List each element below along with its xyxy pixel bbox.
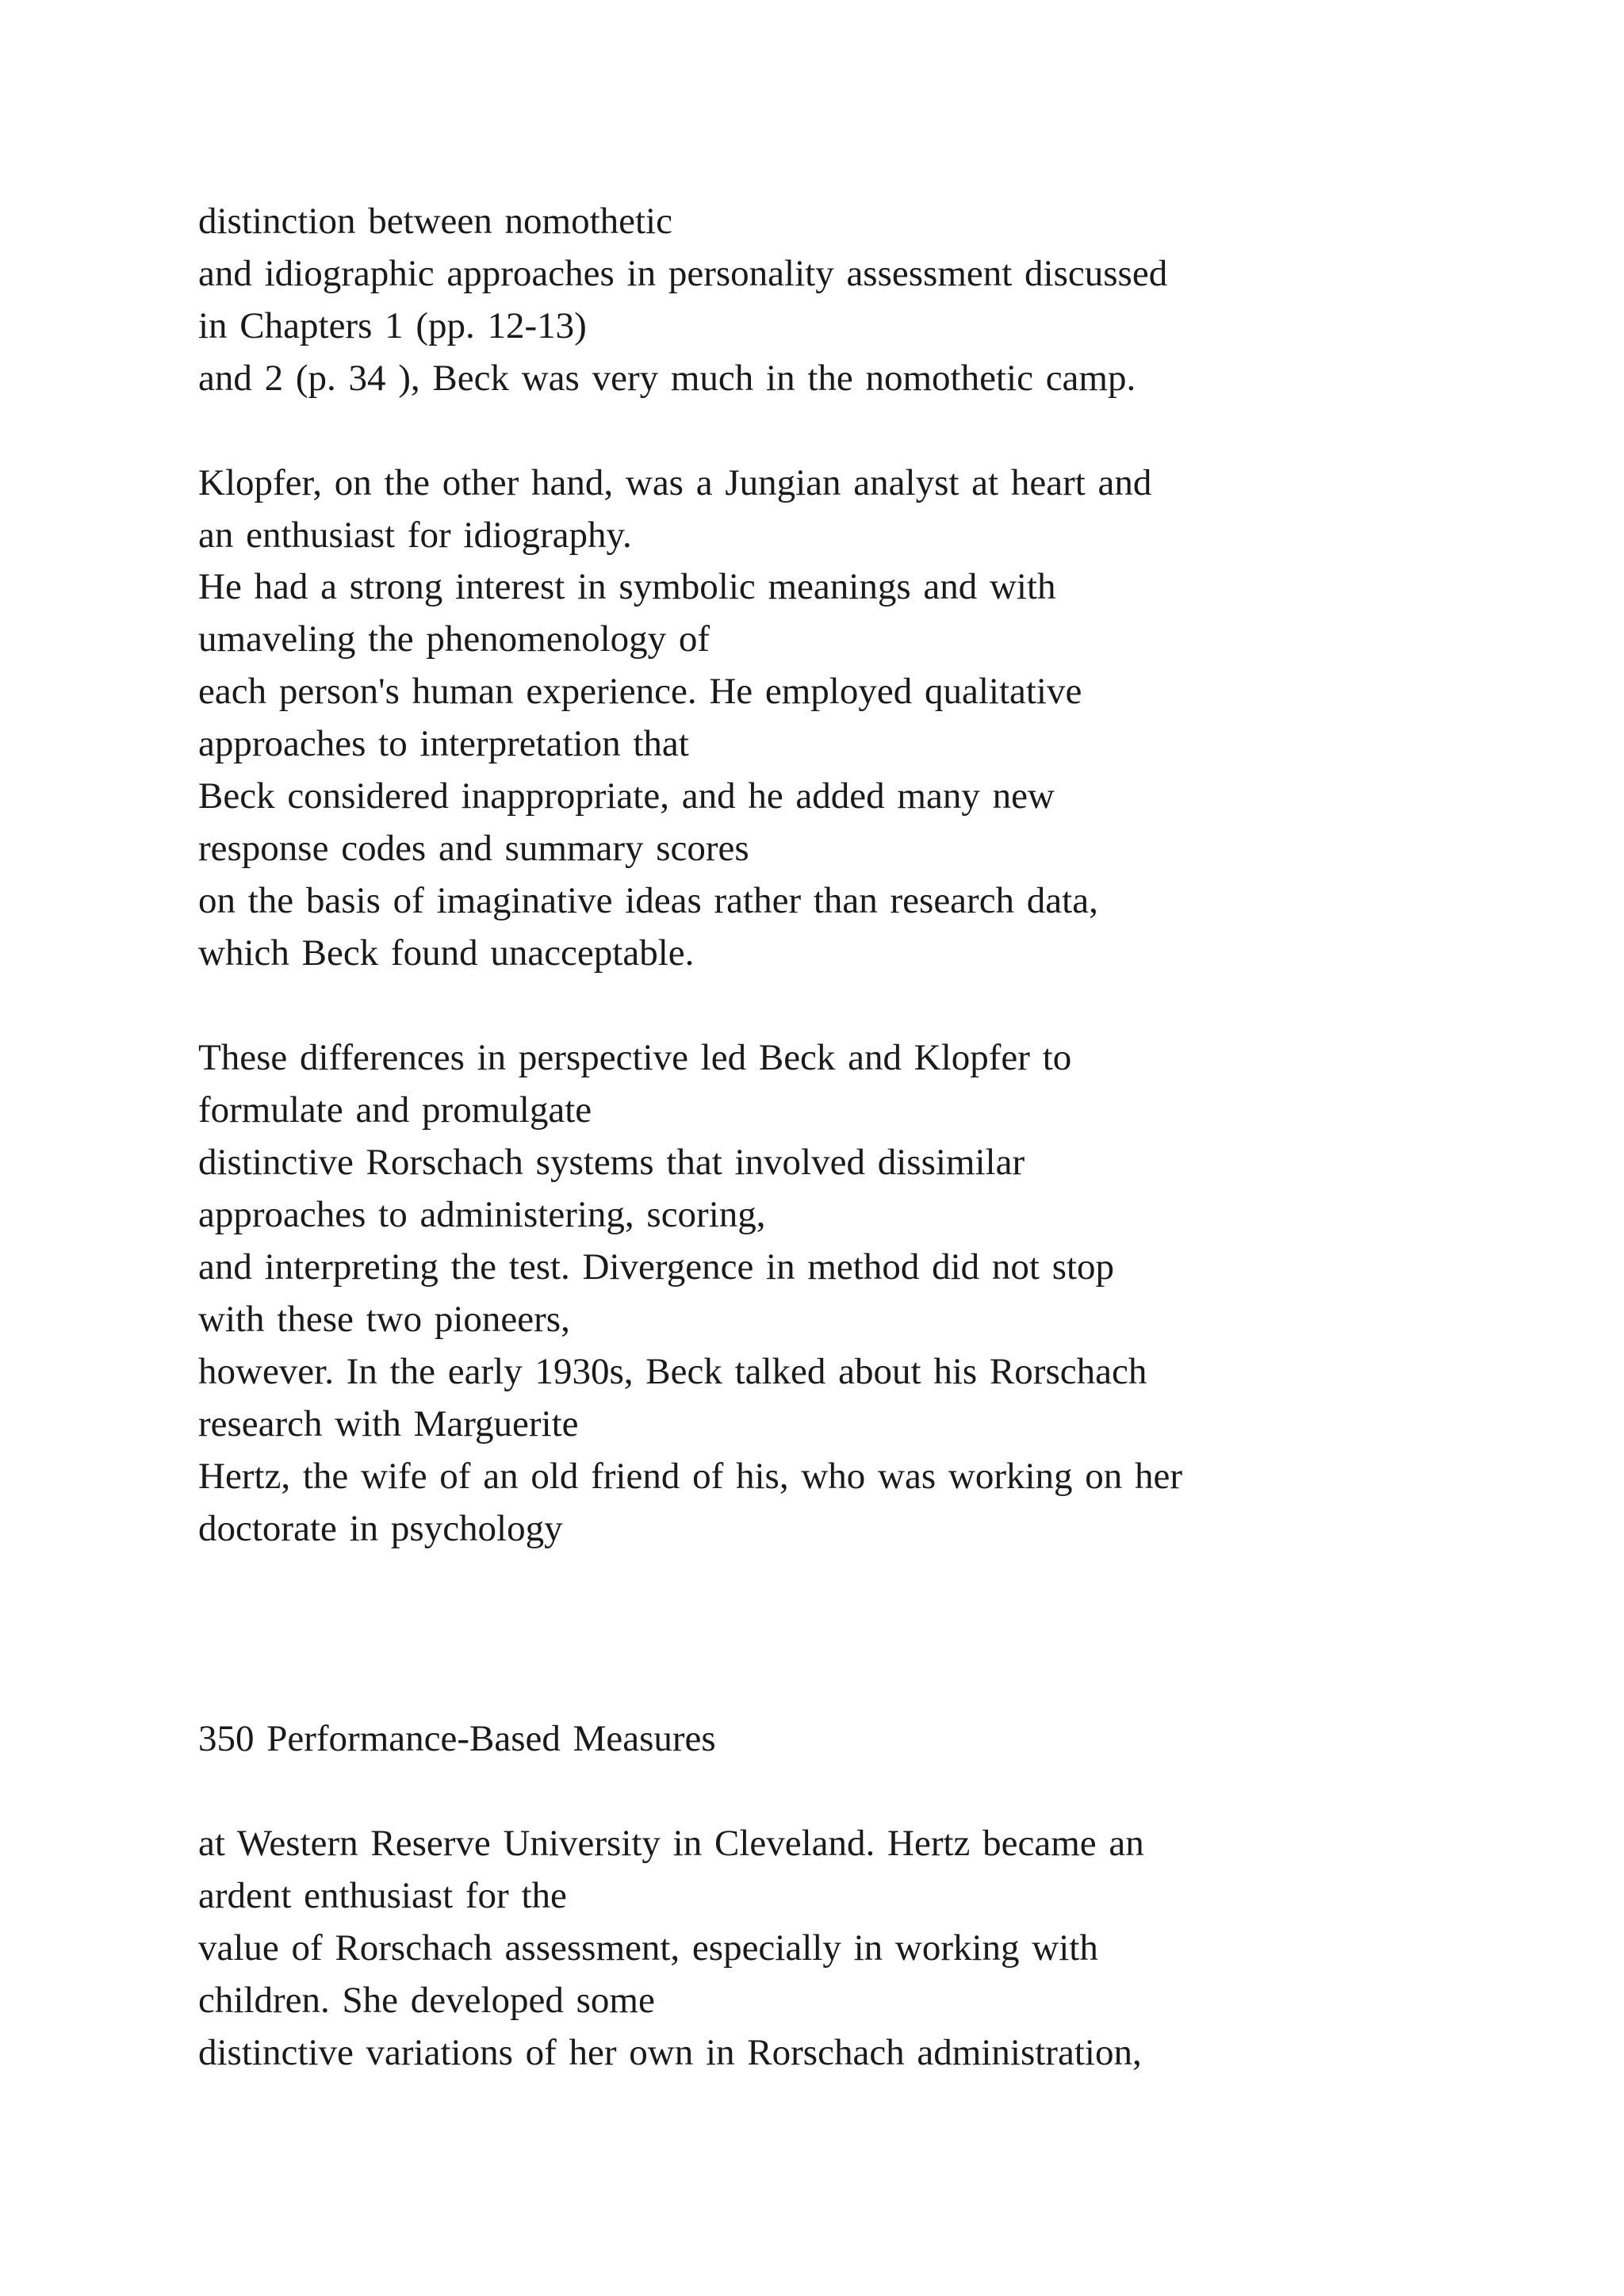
text-line: distinction between nomothetic [198,201,672,242]
text-line: and idiographic approaches in personality assessment discussed [198,253,1168,294]
text-line: Beck considered inappropriate, and he added many new [198,775,1055,817]
text-line: in Chapters 1 (pp. 12-13) [198,305,587,346]
text-line: on the basis of imaginative ideas rather than research data, [198,880,1098,921]
text-line: an enthusiast for idiography. [198,515,632,556]
text-line: ardent enthusiast for the [198,1875,567,1916]
text-line: value of Rorschach assessment, especially in working with [198,1927,1098,1969]
text-line: doctorate in psychology [198,1508,563,1549]
text-line: which Beck found unacceptable. [198,932,695,974]
text-line: however. In the early 1930s, Beck talked about his Rorschach [198,1351,1147,1392]
text-line: at Western Reserve University in Cleveland. Hertz became an [198,1823,1144,1864]
text-line: approaches to administering, scoring, [198,1194,766,1235]
text-line: research with Marguerite [198,1403,579,1445]
page-heading: 350 Performance-Based Measures [198,1718,716,1759]
text-line: and 2 (p. 34 ), Beck was very much in the nomothetic camp. [198,358,1136,399]
text-line: umaveling the phenomenology of [198,618,710,660]
text-line: and interpreting the test. Divergence in method did not stop [198,1246,1115,1288]
text-line: each person's human experience. He employed qualitative [198,671,1082,712]
text-line: formulate and promulgate [198,1089,592,1131]
text-line: Klopfer, on the other hand, was a Jungian analyst at heart and [198,462,1152,503]
text-line: distinctive Rorschach systems that involved dissimilar [198,1142,1025,1183]
text-line: with these two pioneers, [198,1299,570,1340]
text-line: He had a strong interest in symbolic meanings and with [198,566,1056,607]
text-line: These differences in perspective led Beck and Klopfer to [198,1037,1072,1078]
text-line: distinctive variations of her own in Rorschach administration, [198,2032,1142,2073]
text-line: approaches to interpretation that [198,723,689,764]
text-line: Hertz, the wife of an old friend of his, who was working on her [198,1456,1183,1497]
text-line: response codes and summary scores [198,828,749,869]
text-line: children. She developed some [198,1980,655,2021]
